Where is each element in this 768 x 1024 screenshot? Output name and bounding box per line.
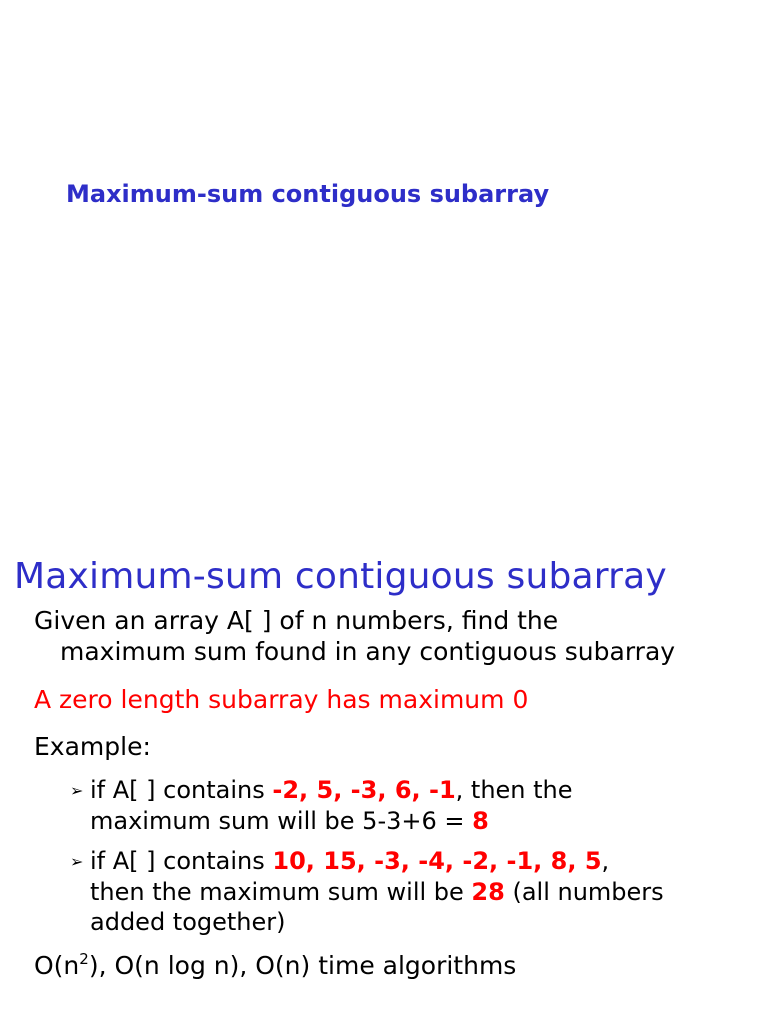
complexity-exponent: 2 xyxy=(79,950,89,968)
arrow-bullet-icon: ➢ xyxy=(70,781,84,800)
example-label: Example: xyxy=(34,732,151,761)
bullet-2-suffix: , xyxy=(601,847,610,875)
bullet-1-prefix: if A[ ] contains xyxy=(90,776,273,804)
complexity-line xyxy=(34,950,516,981)
bullet-1-suffix: , then the xyxy=(455,776,573,804)
top-heading: Maximum-sum contiguous subarray xyxy=(66,180,550,208)
bullet-1-line-1 xyxy=(70,775,573,806)
complexity-part-1: O(n xyxy=(34,951,80,980)
bullet-1-array: -2, 5, -3, 6, -1 xyxy=(272,776,456,804)
bullet-2-line-1 xyxy=(70,846,664,877)
zero-length-note: A zero length subarray has maximum 0 xyxy=(34,685,529,714)
bullet-2-prefix: if A[ ] contains xyxy=(90,847,273,875)
problem-statement-line-1: Given an array A[ ] of n numbers, find the xyxy=(34,606,559,635)
bullet-2-note: (all numbers xyxy=(504,878,664,906)
bullet-2-result: 28 xyxy=(471,878,505,906)
slide-title: Maximum-sum contiguous subarray xyxy=(14,556,667,597)
arrow-bullet-icon: ➢ xyxy=(70,852,84,871)
problem-statement-line-2: maximum sum found in any contiguous subarray xyxy=(60,637,676,666)
example-bullet-2 xyxy=(70,846,664,937)
bullet-2-array: 10, 15, -3, -4, -2, -1, 8, 5 xyxy=(272,847,602,875)
example-bullet-1 xyxy=(70,775,573,836)
bullet-1-line-2 xyxy=(70,806,573,836)
problem-statement xyxy=(34,605,675,667)
bullet-2-line-2 xyxy=(70,877,664,907)
bullet-2-line-3: added together) xyxy=(90,908,286,936)
bullet-1-sum-text: maximum sum will be 5-3+6 = xyxy=(90,807,473,835)
bullet-1-result: 8 xyxy=(472,807,489,835)
bullet-2-sum-text: then the maximum sum will be xyxy=(90,878,472,906)
complexity-part-2: ), O(n log n), O(n) time algorithms xyxy=(88,951,517,980)
